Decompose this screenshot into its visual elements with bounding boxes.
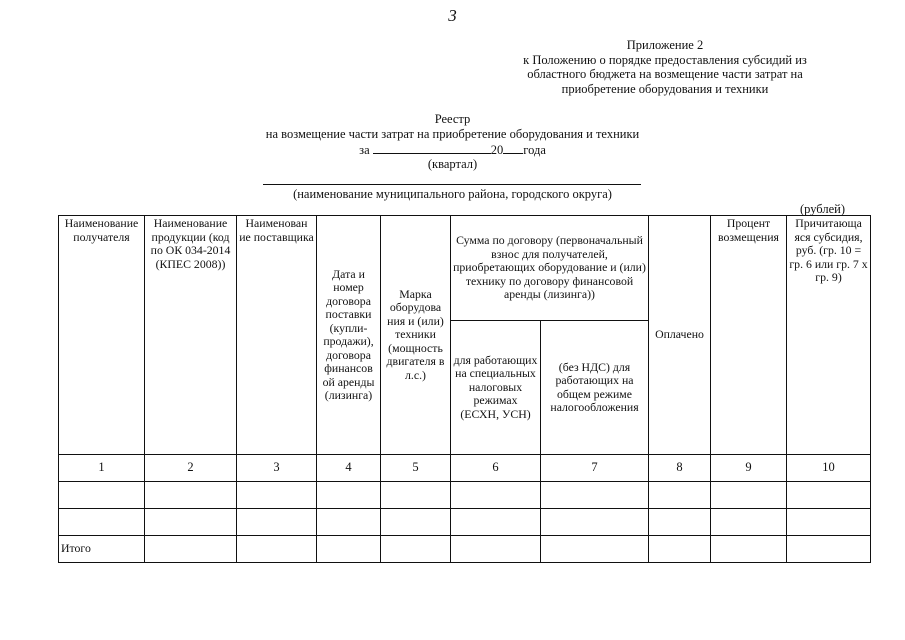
table-cell: [541, 482, 649, 509]
table-row: [59, 482, 871, 509]
period-caption: (квартал): [427, 157, 478, 171]
municipality-line: [263, 184, 641, 185]
table-cell: [317, 536, 381, 563]
header-recipient: Наименование получателя: [59, 216, 145, 455]
column-number: 4: [317, 455, 381, 482]
table-cell: [649, 536, 711, 563]
table-cell: [787, 536, 871, 563]
table-cell: [649, 509, 711, 536]
table-cell: [145, 482, 237, 509]
table-cell: [145, 536, 237, 563]
municipality-caption: (наименование муниципального района, городского округа): [293, 187, 612, 201]
document-subtitle: на возмещение части затрат на приобретение оборудования и техники: [265, 127, 640, 141]
column-number: 2: [145, 455, 237, 482]
year-blank: [503, 142, 523, 154]
header-contract-sum: Сумма по договору (первоначальный взнос для получателей, приобретающих оборудование и (или) технику по договору финансовой аренды (лизинга)): [451, 216, 649, 321]
appendix-line-2: к Положению о порядке предоставления субсидий из: [523, 52, 807, 67]
column-number: 7: [541, 455, 649, 482]
period-line: [0, 142, 905, 157]
total-label: Итого: [59, 536, 145, 563]
table-row: [59, 509, 871, 536]
header-reimbursement-percent: Процент возмещения: [711, 216, 787, 455]
header-contract: Дата и номер договора поставки (купли-продажи), договора финансов ой аренды (лизинга): [317, 216, 381, 455]
table-cell: [237, 482, 317, 509]
header-subsidy-due: Причитающа яся субсидия, руб. (гр. 10 = гр. 6 или гр. 7 х гр. 9): [787, 216, 871, 455]
column-number: 3: [237, 455, 317, 482]
header-special-tax-regime: для работающих на специальных налоговых режимах (ЕСХН, УСН): [451, 321, 541, 455]
year-prefix: 20: [490, 143, 504, 157]
table-cell: [451, 509, 541, 536]
appendix-header: [505, 38, 825, 96]
document-title: Реестр: [434, 112, 471, 126]
table-cell: [787, 482, 871, 509]
table-cell: [711, 482, 787, 509]
header-paid: Оплачено: [649, 216, 711, 455]
column-number: 5: [381, 455, 451, 482]
period-prefix: за: [359, 143, 370, 157]
column-number: 10: [787, 455, 871, 482]
table-cell: [541, 536, 649, 563]
column-number: 6: [451, 455, 541, 482]
table-cell: [317, 482, 381, 509]
column-number: 1: [59, 455, 145, 482]
table-cell: [59, 509, 145, 536]
table-cell: [451, 536, 541, 563]
page-number: 3: [448, 6, 457, 25]
appendix-line-1: Приложение 2: [626, 38, 704, 52]
table-cell: [145, 509, 237, 536]
table-cell: [237, 536, 317, 563]
table-cell: [59, 482, 145, 509]
table-cell: [237, 509, 317, 536]
table-cell: [787, 509, 871, 536]
units-label: (рублей): [799, 202, 845, 216]
table-cell: [649, 482, 711, 509]
table-cell: [541, 509, 649, 536]
header-supplier: Наименован ие поставщика: [237, 216, 317, 455]
table-cell: [711, 509, 787, 536]
column-number: 9: [711, 455, 787, 482]
quarter-blank: [373, 142, 491, 154]
table-cell: [317, 509, 381, 536]
table-cell: [381, 536, 451, 563]
total-row: [59, 536, 871, 563]
table-cell: [711, 536, 787, 563]
appendix-line-3: областного бюджета на возмещение части затрат на: [527, 67, 803, 81]
table-cell: [381, 509, 451, 536]
year-suffix: года: [523, 143, 546, 157]
table-cell: [381, 482, 451, 509]
header-equipment-brand: Марка оборудова ния и (или) техники (мощность двигателя в л.с.): [381, 216, 451, 455]
header-general-tax-regime: (без НДС) для работающих на общем режиме налогообложения: [541, 321, 649, 455]
header-product: Наименование продукции (код по ОК 034-2014 (КПЕС 2008)): [145, 216, 237, 455]
appendix-line-4: приобретение оборудования и техники: [561, 81, 769, 96]
registry-table: [58, 215, 871, 563]
table-cell: [451, 482, 541, 509]
column-number: 8: [649, 455, 711, 482]
